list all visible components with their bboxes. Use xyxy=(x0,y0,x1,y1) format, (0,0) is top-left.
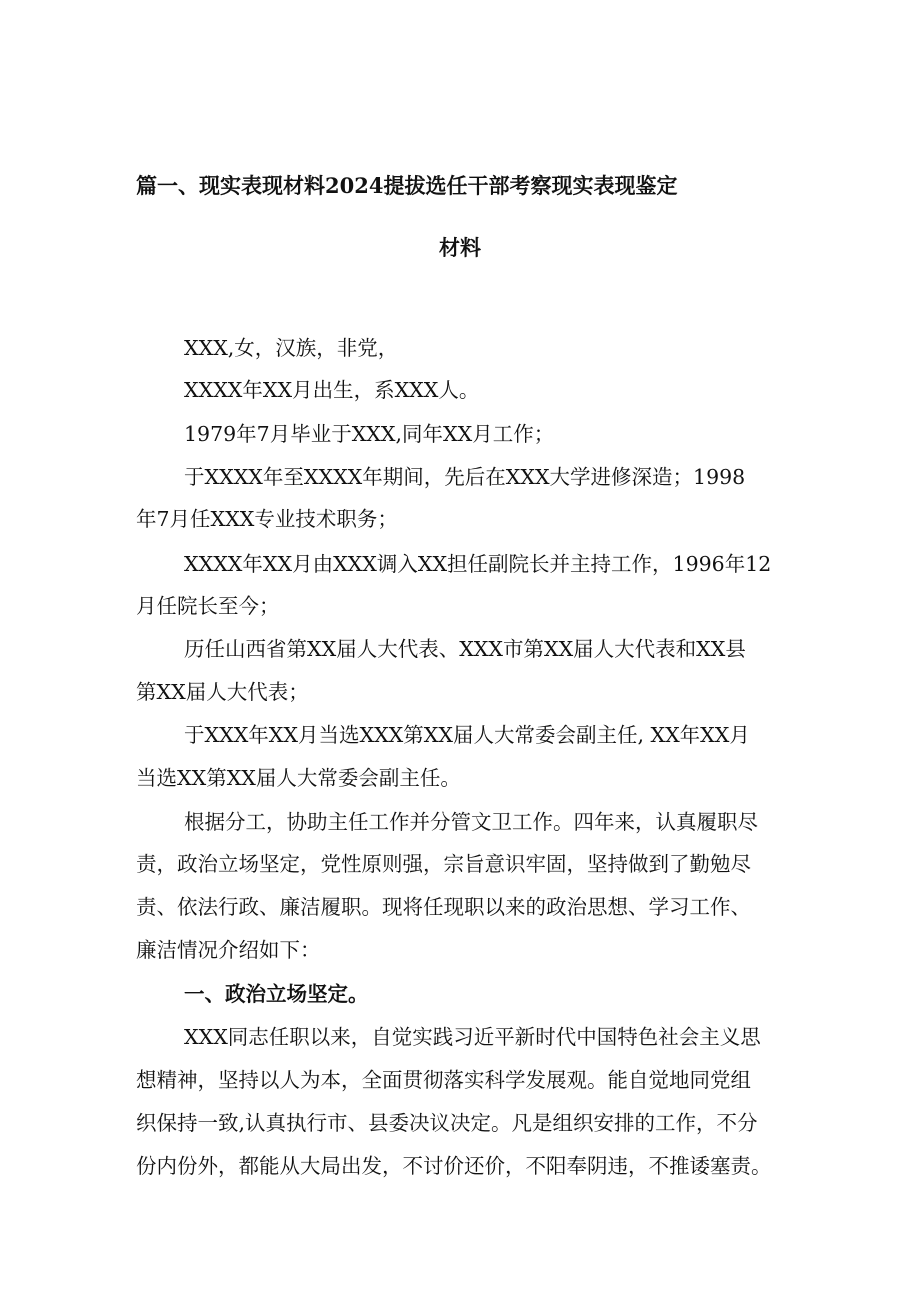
document-title-line-1: 篇一、现实表现材料2024提拔选任干部考察现实表现鉴定 xyxy=(136,173,678,198)
text-line: 想精神，坚持以人为本，全面贯彻落实科学发展观。能自觉地同党组 xyxy=(136,1068,751,1092)
text-line: 织保持一致,认真执行市、县委决议决定。凡是组织安排的工作，不分 xyxy=(136,1111,758,1135)
text-line: 1979年7月毕业于XXX,同年XX月工作； xyxy=(184,422,555,446)
text-line: 根据分工，协助主任工作并分管文卫工作。四年来，认真履职尽 xyxy=(184,810,758,834)
text-line: XXXX年XX月出生，系XXX人。 xyxy=(184,378,480,402)
text-line: 责，政治立场坚定，党性原则强，宗旨意识牢固，坚持做到了勤勉尽 xyxy=(136,852,751,876)
text-line: 月任院长至今； xyxy=(136,594,280,618)
section-heading: 一、政治立场坚定。 xyxy=(184,982,369,1006)
text-line: 廉洁情况介绍如下： xyxy=(136,938,321,962)
text-line: 于XXX年XX月当选XXX第XX届人大常委会副主任, XX年XX月 xyxy=(184,723,750,747)
text-line: 第XX届人大代表； xyxy=(136,680,309,704)
text-line: 责、依法行政、廉洁履职。现将任现职以来的政治思想、学习工作、 xyxy=(136,895,751,919)
text-line: 历任山西省第XX届人大代表、XXX市第XX届人大代表和XX县 xyxy=(184,637,746,661)
text-line: XXX同志任职以来，自觉实践习近平新时代中国特色社会主义思 xyxy=(184,1025,761,1049)
text-line: 年7月任XXX专业技术职务； xyxy=(136,507,398,531)
text-line: 当选XX第XX届人大常委会副主任。 xyxy=(136,766,461,790)
document-title-line-2: 材料 xyxy=(439,235,481,260)
text-line: 份内份外，都能从大局出发，不讨价还价，不阳奉阴违，不推诿塞责。 xyxy=(136,1154,772,1178)
text-line: XXXX年XX月由XXX调入XX担任副院长并主持工作，1996年12 xyxy=(184,552,772,576)
text-line: XXX,女，汉族，非党， xyxy=(184,336,399,360)
text-line: 于XXXX年至XXXX年期间，先后在XXX大学进修深造；1998 xyxy=(184,465,746,489)
